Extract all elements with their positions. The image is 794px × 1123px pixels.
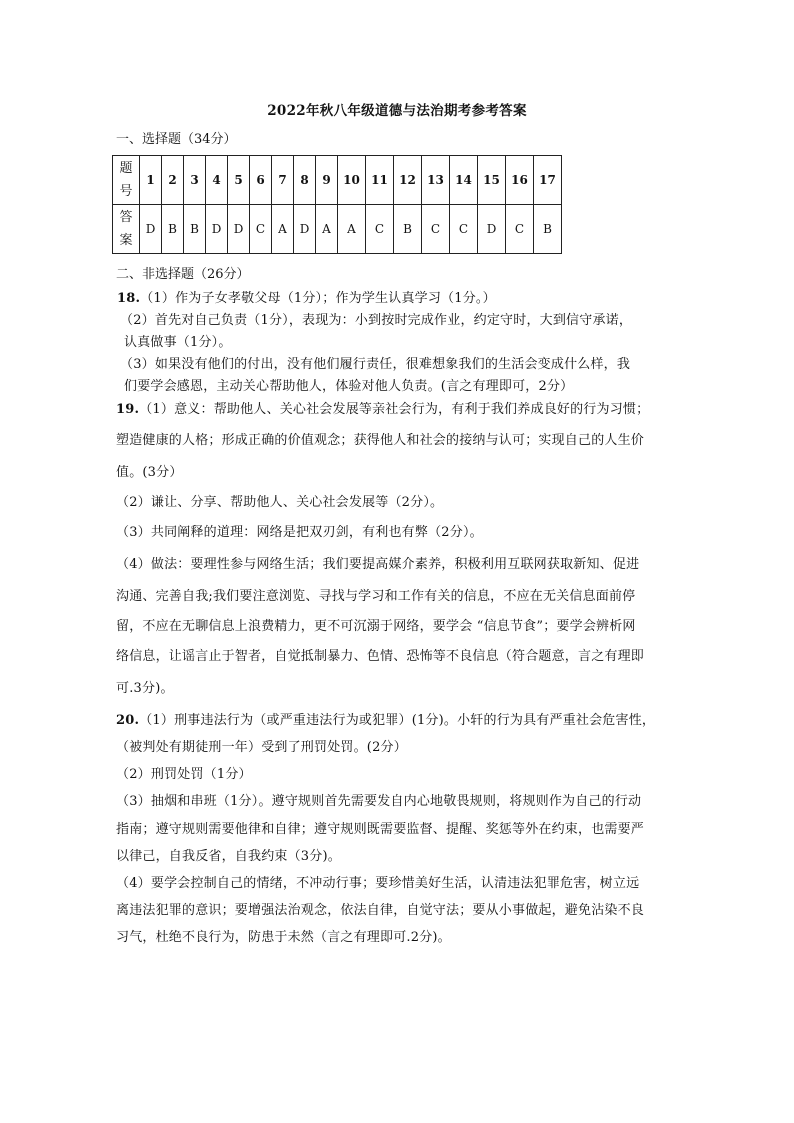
answer-line <box>116 585 635 604</box>
answer-cell: A <box>272 205 294 254</box>
answer-cell: C <box>250 205 272 254</box>
answer-text: （1）刑事违法行为（或严重违法行为或犯罪）(1分)。小轩的行为具有严重社会危害性， <box>139 713 656 728</box>
question-number-cell: 7 <box>272 156 294 205</box>
answer-text: 认真做事（1分）。 <box>124 335 232 350</box>
question-number-cell: 16 <box>506 156 534 205</box>
answer-text: （4）做法：要理性参与网络生活；我们要提高媒介素养，积极利用互联网获取新知、促进 <box>116 557 640 572</box>
question-number-cell: 4 <box>206 156 228 205</box>
page-title: 2022年秋八年级道德与法治期考参考答案 <box>267 103 527 119</box>
answer-text: 沟通、完善自我;我们要注意浏览、寻找与学习和工作有关的信息，不应在无关信息面前停 <box>116 589 636 604</box>
question-number: 18. <box>117 291 141 306</box>
question-number-cell: 11 <box>366 156 394 205</box>
answer-text: 值。(3分） <box>116 465 183 480</box>
answer-text: （3）抽烟和串班（1分）。遵守规则首先需要发自内心地敬畏规则，将规则作为自己的行动 <box>116 794 642 809</box>
answer-line <box>116 491 443 510</box>
answer-cell: C <box>422 205 450 254</box>
question-number: 20. <box>116 713 140 728</box>
answer-text: 指南；遵守规则需要他律和自律；遵守规则既需要监督、提醒、奖惩等外在约束，也需要严 <box>116 822 645 837</box>
answer-cell: D <box>140 205 162 254</box>
table-row-answers <box>113 205 562 254</box>
table-header-char: 题 <box>119 161 133 176</box>
table-header-char: 答 <box>119 210 133 225</box>
answer-cell: C <box>450 205 478 254</box>
answer-line <box>116 845 341 864</box>
answer-line <box>116 790 641 809</box>
question-number-cell: 15 <box>478 156 506 205</box>
answer-text: 络信息，让谣言止于智者，自觉抵制暴力、色情、恐怖等不良信息（符合题意，言之有理即 <box>116 649 645 664</box>
answer-text: （2）首先对自己负责（1分），表现为：小到按时完成作业，约定守时，大到信守承诺， <box>120 313 633 328</box>
answer-text: 可.3分)。 <box>116 681 174 696</box>
answer-text: 习气，杜绝不良行为，防患于未然（言之有理即可.2分)。 <box>116 930 451 945</box>
answer-table <box>112 155 562 254</box>
answer-line <box>116 899 644 918</box>
table-header-cell <box>113 205 140 254</box>
answer-cell: D <box>294 205 316 254</box>
answer-line <box>117 287 496 306</box>
answer-text: （被判处有期徒刑一年）受到了刑罚处罚。(2分） <box>116 740 407 755</box>
question-number-cell: 10 <box>338 156 366 205</box>
question-number-cell: 12 <box>394 156 422 205</box>
answer-cell: B <box>184 205 206 254</box>
answer-line <box>116 818 644 837</box>
section-heading-choice: 一、选择题（34分） <box>116 132 237 147</box>
question-number-cell: 2 <box>162 156 184 205</box>
table-header-char: 案 <box>119 233 133 248</box>
question-number-cell: 14 <box>450 156 478 205</box>
answer-text: （3）如果没有他们的付出，没有他们履行责任，很难想象我们的生活会变成什么样，我 <box>120 357 631 372</box>
answer-line <box>116 553 639 572</box>
answer-text: 以律己，自我反省，自我约束（3分)。 <box>116 849 341 864</box>
answer-line <box>124 331 232 350</box>
answer-cell: D <box>478 205 506 254</box>
question-number: 19. <box>116 402 140 417</box>
answer-text: （3）共同阐释的道理：网络是把双刃剑，有利也有弊（2分）。 <box>116 525 483 540</box>
answer-cell: A <box>338 205 366 254</box>
answer-cell: C <box>366 205 394 254</box>
answer-line <box>116 461 183 480</box>
question-number-cell: 3 <box>184 156 206 205</box>
answer-line <box>116 763 252 782</box>
question-number-cell: 5 <box>228 156 250 205</box>
answer-line <box>116 521 483 540</box>
answer-line <box>116 615 636 634</box>
answer-line <box>120 353 630 372</box>
answer-line <box>116 429 644 448</box>
table-header-cell <box>113 156 140 205</box>
question-number-cell: 8 <box>294 156 316 205</box>
answer-cell: B <box>162 205 184 254</box>
answer-text: （4）要学会控制自己的情绪，不冲动行事；要珍惜美好生活，认清违法犯罪危害，树立远 <box>116 876 640 891</box>
answer-text: （1）作为子女孝敬父母（1分）；作为学生认真学习（1分。） <box>140 291 496 306</box>
section-heading-nonchoice: 二、非选择题（26分） <box>116 267 250 282</box>
question-number-cell: 9 <box>316 156 338 205</box>
question-number-cell: 13 <box>422 156 450 205</box>
answer-cell: C <box>506 205 534 254</box>
answer-text: （1）意义：帮助他人、关心社会发展等亲社会行为，有利于我们养成良好的行为习惯； <box>139 402 650 417</box>
answer-line <box>116 709 655 728</box>
answer-text: 们要学会感恩，主动关心帮助他人，体验对他人负责。(言之有理即可，2分） <box>124 379 574 394</box>
answer-text: （2）谦让、分享、帮助他人、关心社会发展等（2分）。 <box>116 495 444 510</box>
answer-cell: B <box>534 205 562 254</box>
answer-cell: A <box>316 205 338 254</box>
answer-text: 留，不应在无聊信息上浪费精力，更不可沉溺于网络，要学会 “信息节食”；要学会辨析网 <box>116 619 636 634</box>
answer-text: 塑造健康的人格；形成正确的价值观念；获得他人和社会的接纳与认可；实现自己的人生价 <box>116 433 645 448</box>
answer-cell: D <box>228 205 250 254</box>
question-number-cell: 1 <box>140 156 162 205</box>
answer-line <box>116 872 639 891</box>
answer-text: （2）刑罚处罚（1分） <box>116 767 252 782</box>
answer-line <box>124 375 573 394</box>
answer-line <box>116 736 407 755</box>
answer-line <box>116 398 649 417</box>
answer-line <box>116 677 174 696</box>
answer-line <box>120 309 632 328</box>
answer-cell: B <box>394 205 422 254</box>
question-number-cell: 17 <box>534 156 562 205</box>
answer-cell: D <box>206 205 228 254</box>
table-header-char: 号 <box>119 184 133 199</box>
question-number-cell: 6 <box>250 156 272 205</box>
answer-line <box>116 926 451 945</box>
answer-line <box>116 645 644 664</box>
answer-text: 离违法犯罪的意识；要增强法治观念，依法自律，自觉守法；要从小事做起，避免沾染不良 <box>116 903 645 918</box>
table-row-numbers <box>113 156 562 205</box>
